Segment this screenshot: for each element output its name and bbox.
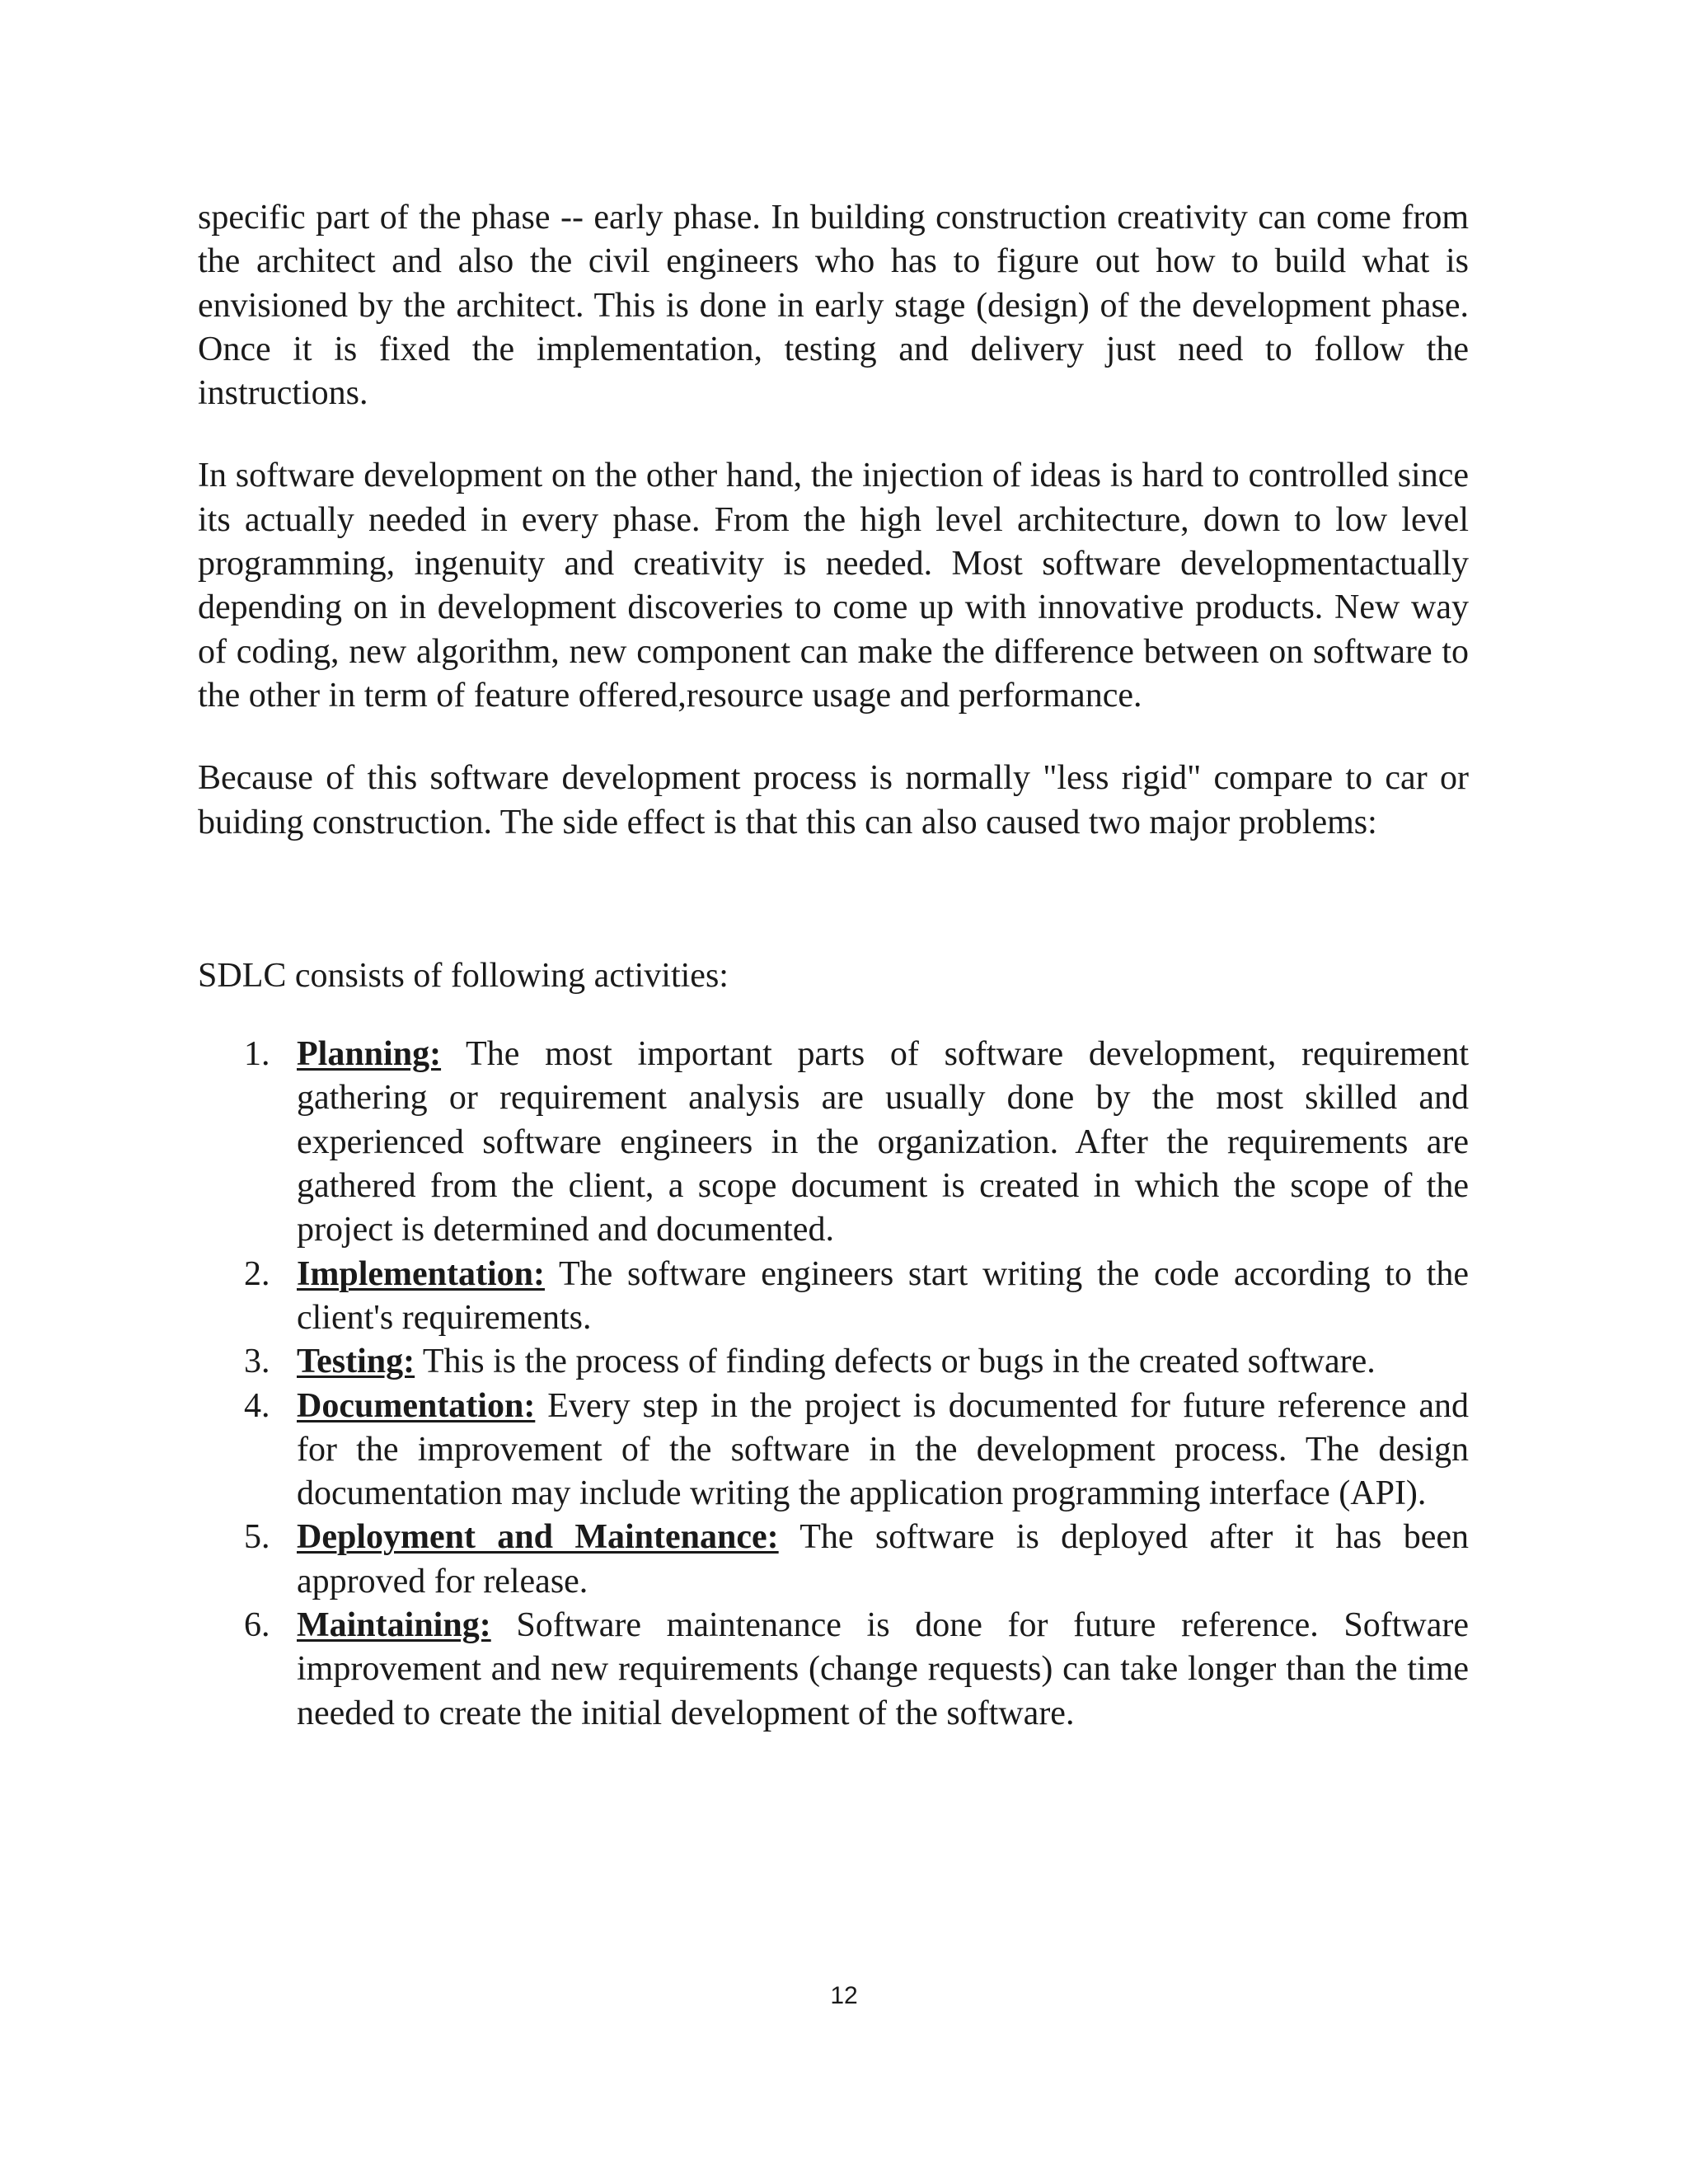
list-item-planning [198, 1033, 1469, 1252]
sdlc-intro: SDLC consists of following activities: [198, 956, 729, 995]
paragraph-less-rigid-process: Because of this software development process is normally "less rigid" compare to car or buiding construction. The side effect is that this can also caused two major problems: [198, 759, 1469, 841]
paragraph-construction-creativity: specific part of the phase -- early phase. In building construction creativity can come from the architect and also the civil engineers who has to figure out how to build what is envisioned by the architect. This is done in early stage (design) of the development phase. Once it is fixed the implementation, testing and delivery just need to follow the instructions. [198, 199, 1469, 413]
list-number: 6. [244, 1606, 270, 1645]
term-deployment-and-maintenance: Deployment and Maintenance: [297, 1518, 779, 1557]
list-number: 5. [244, 1518, 270, 1557]
list-item-implementation [198, 1253, 1469, 1341]
list-number: 3. [244, 1343, 270, 1381]
description-implementation: The software engineers start writing the code according to the client's requirements. [297, 1254, 1469, 1337]
list-item-maintaining [198, 1604, 1469, 1736]
term-documentation: Documentation: [297, 1386, 536, 1425]
paragraph-software-development-ideas: In software development on the other hand, the injection of ideas is hard to controlled since its actually needed in every phase. From the high level architecture, down to low level programming, ingenuity and creativity is needed. Most software developmentactually depending on in development discoveries to come up with innovative products. New way of coding, new algorithm, new component can make the difference between on software to the other in term of feature offered,resource usage and performance. [198, 457, 1469, 715]
description-testing: This is the process of finding defects or bugs in the created software. [422, 1343, 1376, 1381]
page-number: 12 [830, 1982, 858, 2009]
document-body [198, 196, 1469, 1736]
list-item-testing [198, 1340, 1469, 1384]
list-item-deployment [198, 1516, 1469, 1604]
description-planning: The most important parts of software development, requirement gathering or requirement analysis are usually done by the most skilled and experienced software engineers in the organization. After the requirements are gathered from the client, a scope document is created in which the scope of the project is determined and documented. [297, 1035, 1469, 1249]
list-number: 2. [244, 1254, 270, 1293]
term-implementation: Implementation: [297, 1254, 545, 1293]
description-maintaining: Software maintenance is done for future reference. Software improvement and new requirements (change requests) can take longer than the time needed to create the initial development of the software. [297, 1606, 1470, 1732]
list-item-documentation [198, 1385, 1469, 1516]
sdlc-activities-list [198, 1033, 1469, 1736]
term-maintaining: Maintaining: [297, 1606, 491, 1645]
description-deployment: The software is deployed after it has been approved for release. [297, 1518, 1469, 1601]
list-number: 4. [244, 1386, 270, 1425]
list-number: 1. [244, 1035, 270, 1074]
term-planning: Planning: [297, 1035, 442, 1074]
term-testing: Testing: [297, 1343, 415, 1381]
description-documentation: Every step in the project is documented for future reference and for the improvement of the software in the development process. The design documentation may include writing the application programming interface (API). [297, 1386, 1469, 1513]
